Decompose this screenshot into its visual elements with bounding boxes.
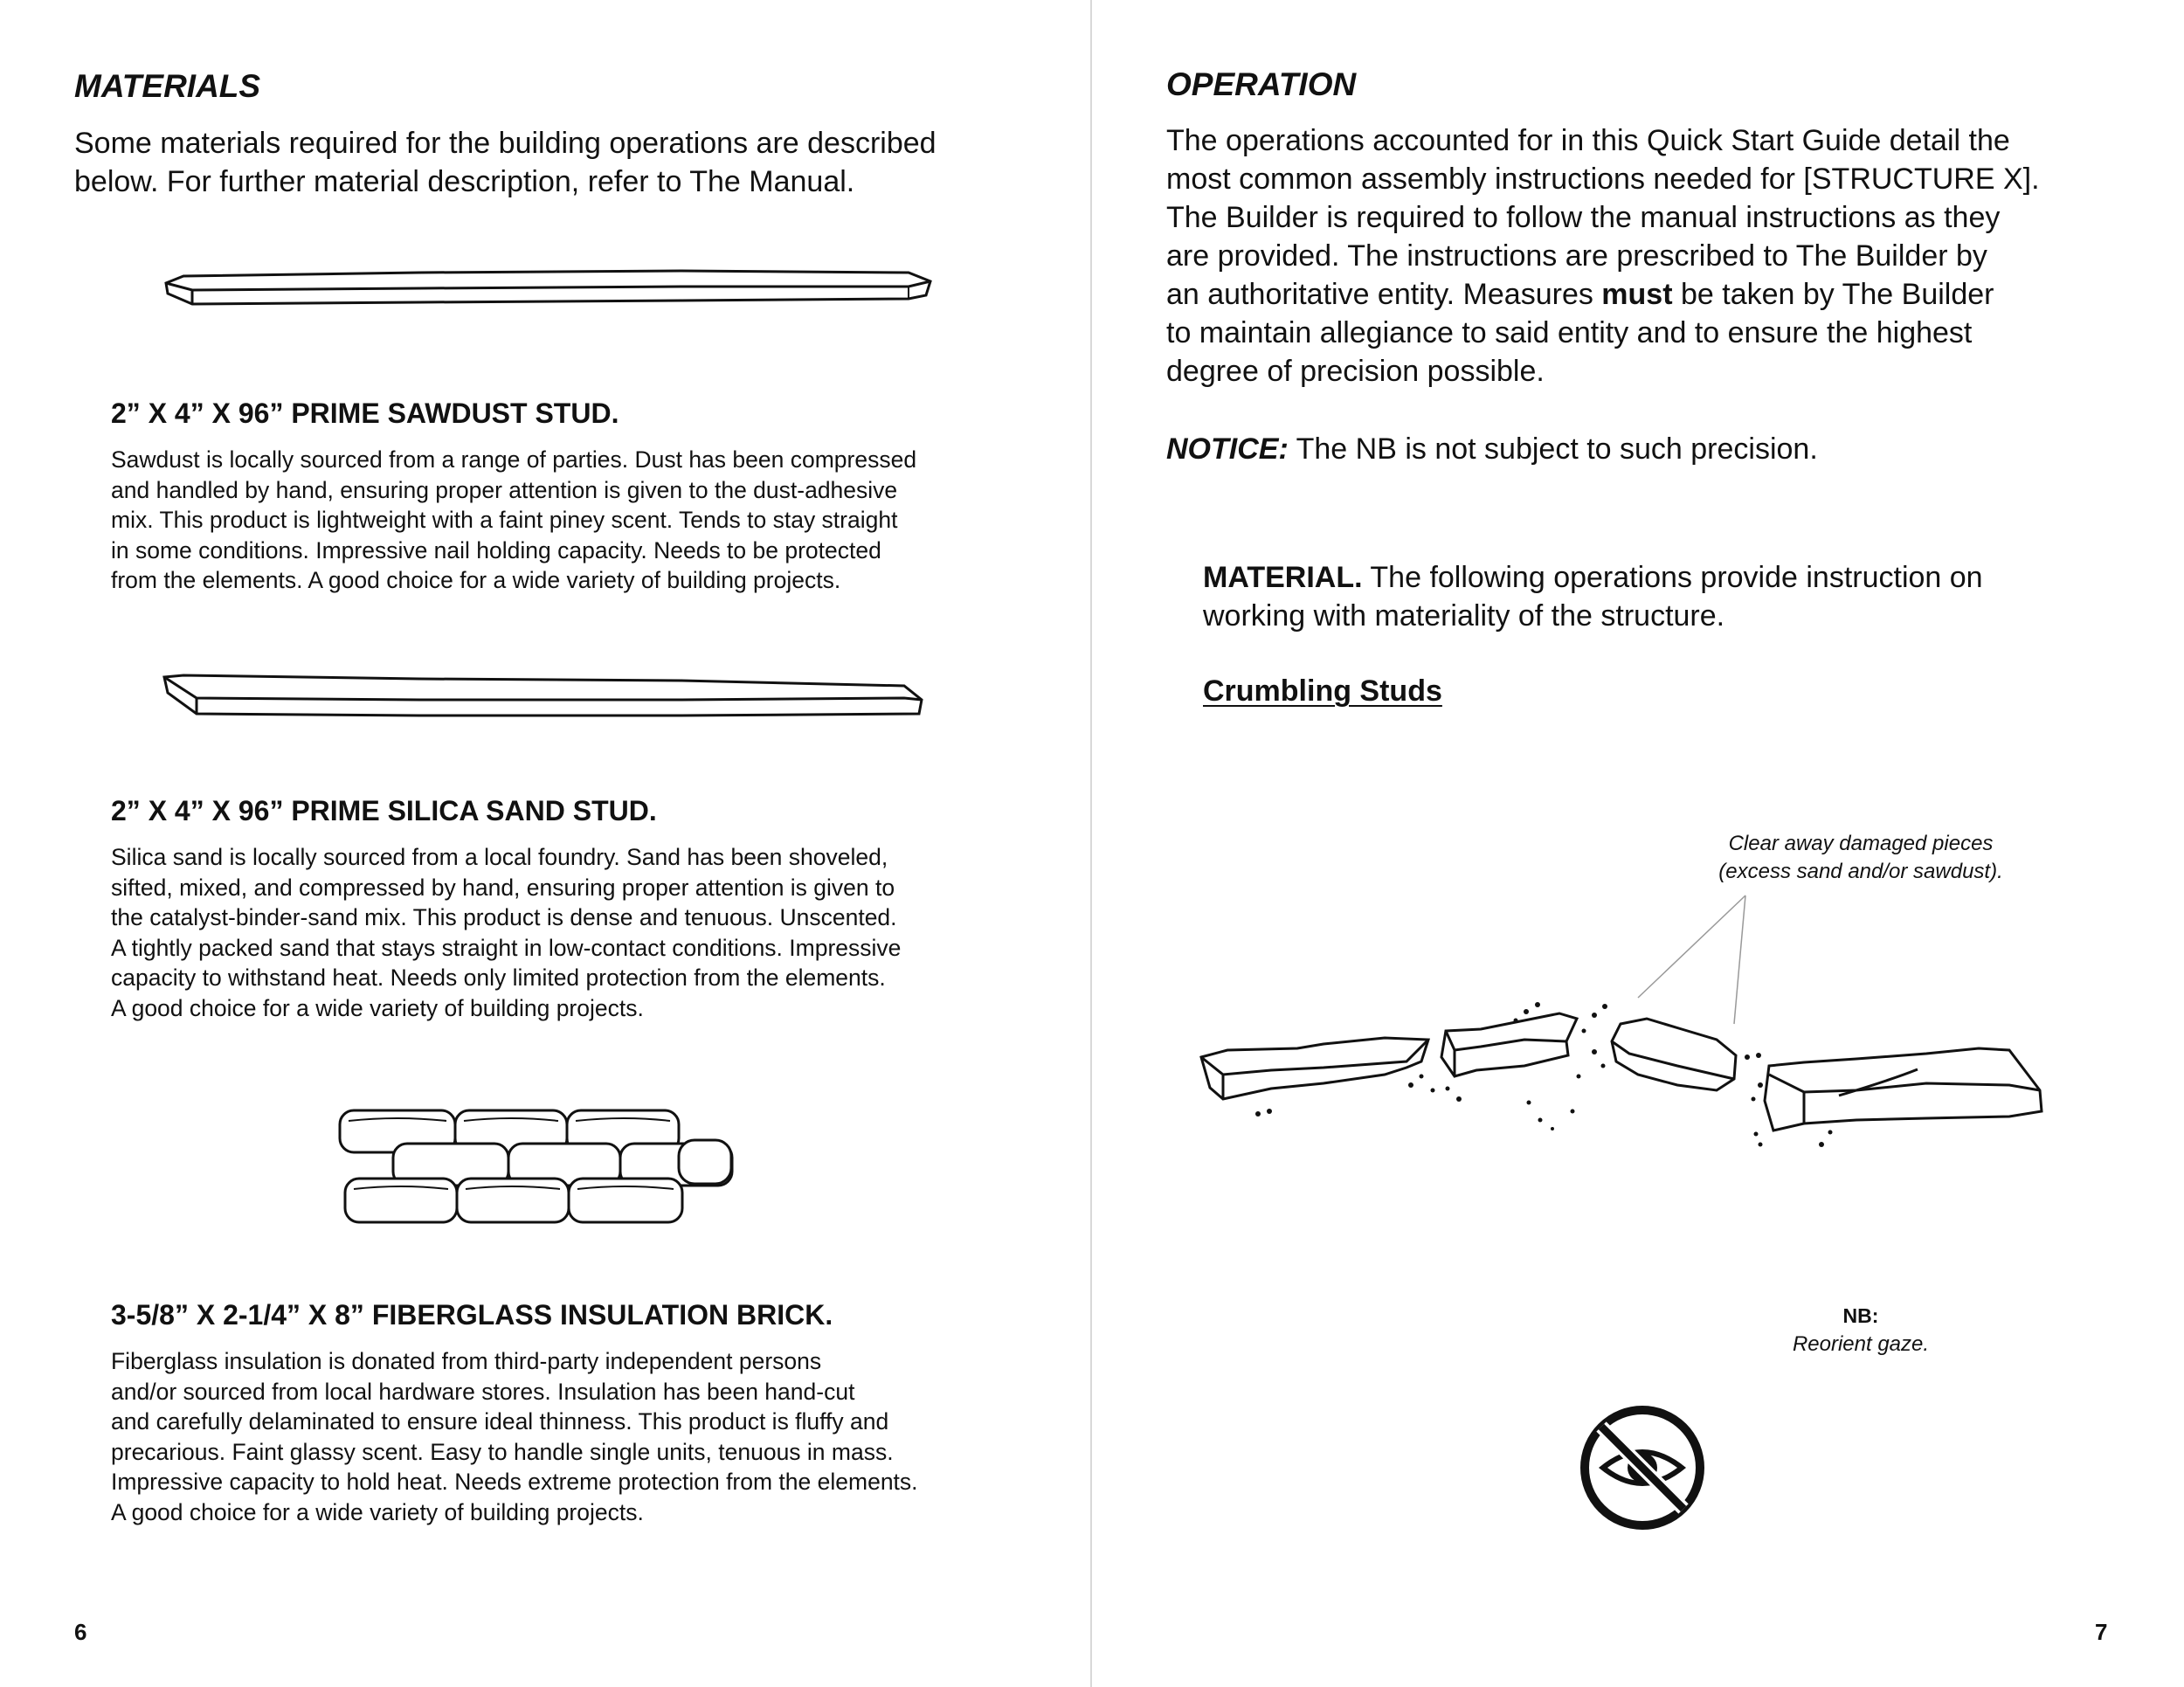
materials-intro: Some materials required for the building operations are described below. For further material description, refer to The Manual. (74, 127, 936, 198)
callout-text: Clear away damaged pieces (excess sand and/or sawdust). (1718, 832, 2003, 883)
material-instruction (1203, 558, 2146, 635)
sawdust-stud-drawing (157, 262, 943, 332)
brick-wall-drawing (336, 1105, 756, 1236)
material-description-silica: Silica sand is locally sourced from a local foundry. Sand has been shoveled, sifted, mixed, and compressed by hand, ensuring proper attention is given to the catalyst-binder-sand mix. This product is dense and tenuous. Unscented. A tightly packed sand that stays straight in low-contact conditions. Impressive capacity to withstand heat. Needs only limited protection from the elements. A good choice for a wide variety of building projects. (111, 844, 902, 1021)
materials-heading: MATERIALS (74, 68, 261, 104)
operation-paragraph-part-1: The operations accounted for in this Quick Start Guide detail the most common assembly instructions needed for [STRUCTURE X]. The Builder is required to follow the manual instructions as they are provided. The instructions are prescribed to The Builder by an authoritative entity. Measures (1166, 124, 2040, 311)
material-title-fiberglass: 3-5/8” X 2-1/4” X 8” FIBERGLASS INSULATION BRICK. (111, 1299, 833, 1331)
crumbling-studs-drawing (1192, 882, 2075, 1171)
operation-paragraph (1166, 121, 2153, 391)
operation-heading: OPERATION (1166, 66, 1357, 102)
silica-sand-stud-drawing (157, 668, 943, 738)
crumbling-studs-subheading: Crumbling Studs (1203, 674, 1442, 708)
page-number-left: 6 (74, 1619, 87, 1645)
operation-paragraph-part-2: be taken by The Builder to maintain allegiance to said entity and to ensure the highest degree of precision possible. (1166, 278, 1994, 388)
nb-text: Reorient gaze. (1792, 1332, 1930, 1356)
material-label: MATERIAL. (1203, 561, 1363, 594)
page-number-right: 7 (2095, 1619, 2108, 1645)
material-title-sawdust: 2” X 4” X 96” PRIME SAWDUST STUD. (111, 398, 619, 429)
material-description-sawdust: Sawdust is locally sourced from a range of parties. Dust has been compressed and handled by hand, ensuring proper attention is given to the dust-adhesive mix. This product is lightweight with a faint piney scent. Tends to stay straight in some conditions. Impressive nail holding capacity. Needs to be protected from the elements. A good choice for a wide variety of building projects. (111, 446, 917, 593)
material-text: The following operations provide instruction on working with materiality of the structure. (1203, 561, 1983, 633)
material-title-silica: 2” X 4” X 96” PRIME SILICA SAND STUD. (111, 795, 657, 826)
notice-text: The NB is not subject to such precision. (1288, 432, 1818, 466)
material-description-fiberglass: Fiberglass insulation is donated from third-party independent persons and/or sourced from local hardware stores. Insulation has been hand-cut and carefully delaminated to ensure ideal thinness. This product is fluffy and precarious. Faint glassy scent. Easy to handle single units, tenuous in mass. Impressive capacity to hold heat. Needs extreme protection from the elements. A good choice for a wide variety of building projects. (111, 1348, 918, 1525)
right-page (1092, 0, 2184, 1687)
nb-label: NB: (1842, 1304, 1879, 1327)
operation-paragraph-emphasis: must (1601, 278, 1673, 311)
notice-label: NOTICE: (1166, 432, 1289, 466)
notice-line (1166, 430, 1818, 468)
no-looking-icon (1572, 1398, 1712, 1538)
